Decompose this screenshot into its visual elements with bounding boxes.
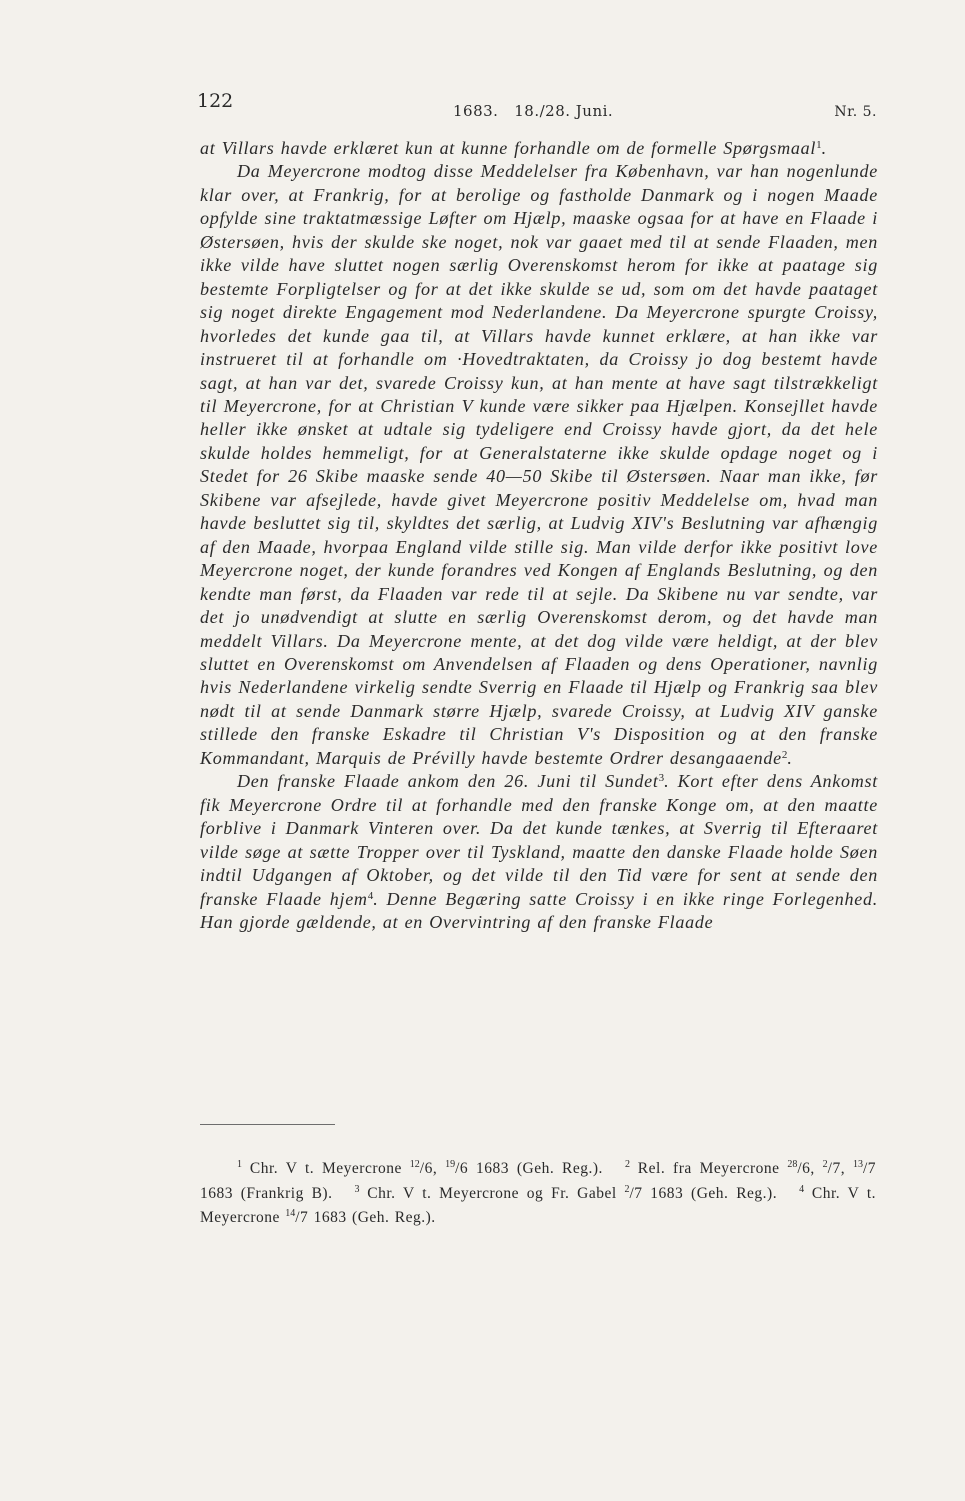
paragraph-1-text: at Villars havde erklæret kun at kunne forhandle om de formelle Spørgsmaal: [200, 138, 817, 158]
footnote-1-date-2: 19: [445, 1159, 456, 1170]
footnote-ref-2: 2: [781, 748, 788, 761]
body-text: [200, 137, 878, 934]
footnote-ref-1: 1: [816, 139, 822, 151]
footnote-1-text-3: /6 1683 (Geh. Reg.).: [455, 1160, 603, 1177]
footnote-3-mark: 3: [354, 1183, 360, 1195]
footnote-2-text: Rel. fra Meyercrone: [637, 1160, 788, 1177]
footnote-1-text-2: /6,: [419, 1160, 446, 1177]
document-number: Nr. 5.: [834, 104, 877, 120]
footnote-4-text-2: /7 1683 (Geh. Reg.).: [295, 1209, 436, 1226]
footnote-3-date-1: 2: [624, 1183, 630, 1195]
page-header: [197, 90, 877, 120]
paragraph-1: [200, 137, 878, 160]
footnote-4-text: Chr. V t. Meyercrone: [200, 1184, 876, 1226]
footnote-2-mark: 2: [624, 1159, 630, 1170]
paragraph-3-text-a: Den franske Flaade ankom den 26. Juni til Sundet: [237, 771, 659, 792]
footnote-3-text-2: /7 1683 (Geh. Reg.).: [629, 1184, 778, 1202]
footnote-2-date-2: 2: [822, 1159, 828, 1170]
footnote-2-date-3: 13: [852, 1159, 863, 1170]
paragraph-3-text-b: . Kort efter dens Ankomst fik Meyercrone Ordre til at forhandle med den franske Konge om, at den maatte forblive i Danmark Vinteren over. Da det kunde tænkes, at Sverrig til Efteraaret vilde søge at sætte Tropper over til Tyskland, maatte den danske Flaade holde Søen indtil Udgangen af Oktober, og det vilde til den Tid være for sent at sende den franske Flaade hjem: [200, 771, 878, 909]
paragraph-3: [200, 770, 878, 934]
footnote-ref-4: 4: [367, 889, 374, 902]
footnote-ref-3: 3: [658, 772, 665, 785]
paragraph-2-tail: .: [787, 747, 793, 768]
page-number: 122: [197, 90, 234, 112]
footnotes: [200, 1157, 876, 1231]
footnote-2-text-2: /6,: [797, 1160, 823, 1177]
paragraph-2: [200, 160, 878, 770]
footnote-divider: [200, 1124, 335, 1125]
footnote-2-date-1: 28: [787, 1159, 798, 1170]
footnote-1-text: Chr. V t. Meyercrone: [249, 1160, 410, 1177]
footnote-2-text-4: /7 1683 (Frankrig B).: [200, 1160, 877, 1202]
header-date: 1683. 18./28. Juni.: [453, 102, 614, 120]
footnote-4-date-1: 14: [285, 1208, 296, 1219]
paragraph-3-text-c: . Denne Begæring satte Croissy i en ikke ringe Forlegenhed. Han gjorde gældende, at en Overvintring af den franske Flaade: [200, 888, 878, 932]
footnote-1-mark: 1: [237, 1159, 242, 1170]
footnotes-block: [200, 1157, 876, 1231]
footnote-1-date-1: 12: [409, 1159, 420, 1170]
paragraph-2-text: Da Meyercrone modtog disse Meddelelser fra København, var han nogenlunde klar over, at Frankrig, for at berolige og fastholde Danmark og i nogen Maade opfylde sine traktatmæssige Løfter om Hjælp, maaske ogsaa for at have en Flaade i Østersøen, hvis der skulde ske noget, nok var gaaet med til at sende Flaaden, men ikke vilde have sluttet nogen særlig Overenskomst herom for ikke at paatage sig bestemte Forpligtelser og for at det ikke skulde se ud, som om det havde paataget sig noget direkte Engagement mod Nederlandene. Da Meyercrone spurgte Croissy, hvorledes det kunde gaa til, at Villars havde kunnet erklære, at han ikke var instrueret til at forhandle om ·Hovedtraktaten, da Croissy jo dog bestemt havde sagt, at han var det, svarede Croissy kun, at han mente at have sagt tilstrækkeligt til Meyercrone, for at Christian V kunde være sikker paa Hjælpen. Konsejllet havde heller ikke ønsket at udtale sig tydeligere end Croissy havde gjort, da det hele skulde holdes hemmeligt, for at Generalstaterne ikke skulde opdage noget og i Stedet for 26 Skibe maaske sende 40—50 Skibe til Østersøen. Naar man ikke, før Skibene var afsejlede, havde givet Meyercrone positiv Meddelelse om, hvad man havde besluttet sig til, skyldtes det særlig, at Ludvig XIV's Beslutning var afhængig af den Maade, hvorpaa England vilde stille sig. Man vilde derfor ikke positivt love Meyercrone noget, der kunde forandres ved Kongen af Englands Beslutning, og den kendte man først, da Flaaden var rede til at sejle. Da Skibene nu var sendte, var det jo unødvendigt at slutte en særlig Overenskomst derom, og det havde man meddelt Villars. Da Meyercrone mente, at det dog vilde være heldigt, at der blev sluttet en Overenskomst om Anvendelsen af Flaaden og dens Operationer, navnlig hvis Nederlandene virkelig sendte Sverrig en Flaade til Hjælp og Frankrig saa blev nødt til at sende Danmark større Hjælp, svarede Croissy, at Ludvig XIV ganske stillede den franske Eskadre til Christian V's Disposition og at den franske Kommandant, Marquis de Prévilly havde bestemte Ordrer desangaaende: [200, 161, 878, 768]
footnote-4-mark: 4: [799, 1183, 805, 1195]
footnote-2-text-3: /7,: [827, 1160, 853, 1177]
paragraph-1-tail: .: [821, 138, 827, 158]
footnote-3-text: Chr. V t. Meyercrone og Fr. Gabel: [367, 1184, 625, 1202]
